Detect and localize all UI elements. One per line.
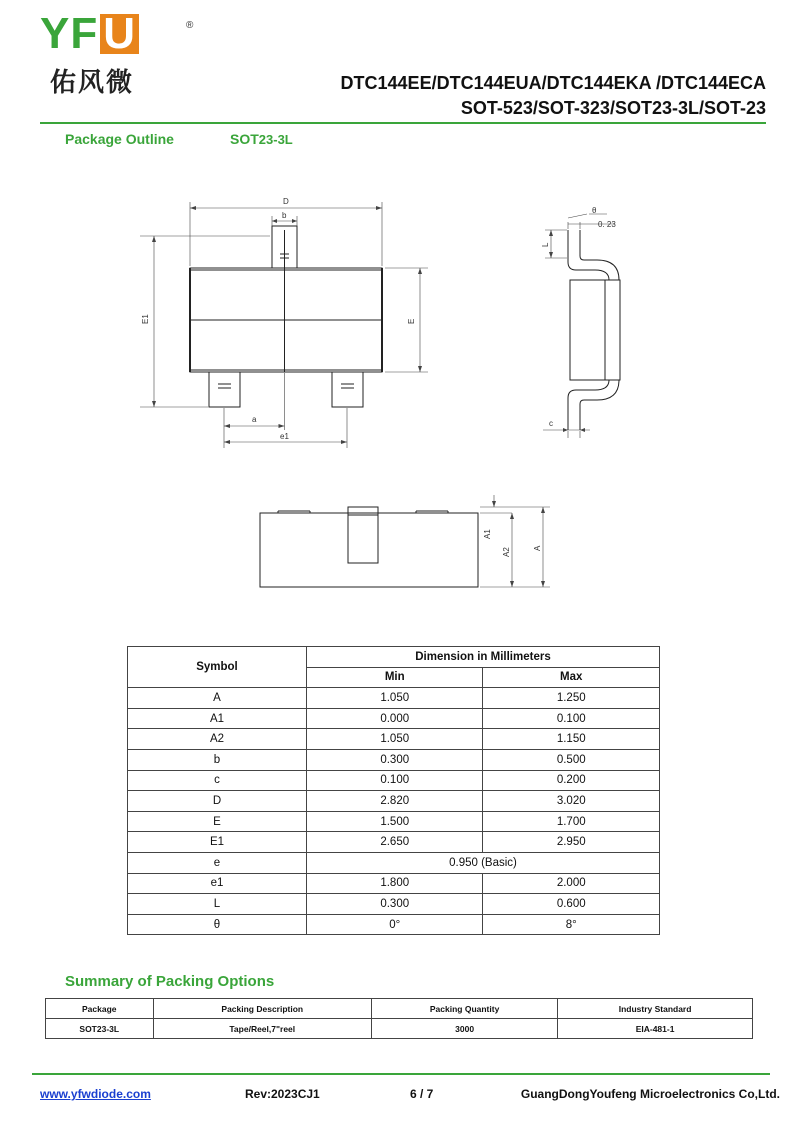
header-divider [40, 122, 766, 124]
symbol-cell: b [128, 749, 307, 770]
max-value-cell: 2.950 [483, 832, 660, 853]
dim-label-E: E [407, 318, 416, 324]
max-value-cell: 0.100 [483, 708, 660, 729]
min-value-cell: 0.300 [307, 894, 483, 915]
table-row [128, 914, 660, 935]
table-row [128, 791, 660, 812]
package-name: SOT23-3L [230, 131, 293, 147]
max-header: Max [483, 667, 660, 688]
table-row [128, 873, 660, 894]
registered-mark: ® [186, 20, 194, 31]
max-value-cell: 1.250 [483, 688, 660, 709]
min-value-cell: 1.500 [307, 811, 483, 832]
dim-label-gauge: 0. 23 [598, 220, 616, 229]
dim-label-D: D [283, 197, 289, 206]
package-types-title: SOT-523/SOT-323/SOT23-3L/SOT-23 [460, 98, 766, 118]
logo-chinese-name: 佑风微 [50, 68, 135, 98]
symbol-cell: A2 [128, 729, 307, 750]
basic-value-cell: 0.950 (Basic) [307, 852, 660, 873]
logo-u-mark: U [100, 14, 139, 54]
max-value-cell: 3.020 [483, 791, 660, 812]
symbol-cell: E [128, 811, 307, 832]
company-name: GuangDongYoufeng Microelectronics Co,Ltd. [520, 1087, 780, 1101]
packing-header-quantity: Packing Quantity [372, 999, 558, 1019]
min-value-cell: 1.800 [307, 873, 483, 894]
dim-label-E1: E1 [141, 314, 150, 324]
top-view-drawing [130, 190, 430, 455]
table-row [128, 832, 660, 853]
symbol-cell: E1 [128, 832, 307, 853]
logo-wordmark: YF U [40, 12, 139, 56]
package-outline-heading: Package Outline [65, 131, 174, 147]
packing-quantity: 3000 [372, 1019, 558, 1039]
company-logo [40, 9, 194, 98]
table-row [128, 770, 660, 791]
min-value-cell: 1.050 [307, 688, 483, 709]
symbol-cell: L [128, 894, 307, 915]
dim-label-L: L [541, 242, 550, 247]
max-value-cell: 2.000 [483, 873, 660, 894]
min-value-cell: 2.820 [307, 791, 483, 812]
symbol-header: Symbol [128, 647, 307, 688]
table-row [128, 811, 660, 832]
dimension-group-header: Dimension in Millimeters [307, 647, 660, 668]
packing-header-package: Package [46, 999, 154, 1019]
dim-label-A1: A1 [483, 529, 492, 539]
symbol-cell: e [128, 852, 307, 873]
packing-description: Tape/Reel,7"reel [153, 1019, 372, 1039]
symbol-cell: A1 [128, 708, 307, 729]
max-value-cell: 1.700 [483, 811, 660, 832]
max-value-cell: 0.200 [483, 770, 660, 791]
dim-label-a: a [252, 415, 257, 424]
packing-header-description: Packing Description [153, 999, 372, 1019]
dim-label-e1: e1 [280, 432, 289, 441]
max-value-cell: 1.150 [483, 729, 660, 750]
max-value-cell: 0.600 [483, 894, 660, 915]
min-header: Min [307, 667, 483, 688]
packing-header-standard: Industry Standard [558, 999, 753, 1019]
packing-options-heading: Summary of Packing Options [65, 973, 275, 990]
front-view-drawing [250, 485, 560, 605]
min-value-cell: 0.000 [307, 708, 483, 729]
revision-text: Rev:2023CJ1 [245, 1087, 320, 1101]
symbol-cell: θ [128, 914, 307, 935]
packing-table [45, 998, 753, 1039]
symbol-cell: e1 [128, 873, 307, 894]
table-row [128, 708, 660, 729]
part-numbers-title: DTC144EE/DTC144EUA/DTC144EKA /DTC144ECA [340, 73, 766, 93]
min-value-cell: 1.050 [307, 729, 483, 750]
symbol-cell: D [128, 791, 307, 812]
min-value-cell: 0.100 [307, 770, 483, 791]
table-row [128, 894, 660, 915]
dim-label-b: b [282, 211, 287, 220]
symbol-cell: c [128, 770, 307, 791]
dimension-table [127, 646, 660, 935]
dim-label-theta: θ [592, 206, 597, 215]
dim-label-A: A [533, 545, 542, 551]
packing-standard: EIA-481-1 [558, 1019, 753, 1039]
table-row [128, 749, 660, 770]
website-link[interactable]: www.yfwdiode.com [40, 1087, 151, 1101]
dim-label-A2: A2 [502, 547, 511, 557]
dim-label-c: c [549, 419, 553, 428]
max-value-cell: 0.500 [483, 749, 660, 770]
min-value-cell: 0° [307, 914, 483, 935]
min-value-cell: 0.300 [307, 749, 483, 770]
max-value-cell: 8° [483, 914, 660, 935]
table-row [128, 688, 660, 709]
symbol-cell: A [128, 688, 307, 709]
min-value-cell: 2.650 [307, 832, 483, 853]
table-row [46, 1019, 753, 1039]
table-row [128, 852, 660, 873]
side-view-drawing [535, 200, 655, 445]
page-number: 6 / 7 [410, 1087, 434, 1101]
table-row [128, 729, 660, 750]
footer-divider [32, 1073, 770, 1075]
packing-package: SOT23-3L [46, 1019, 154, 1039]
